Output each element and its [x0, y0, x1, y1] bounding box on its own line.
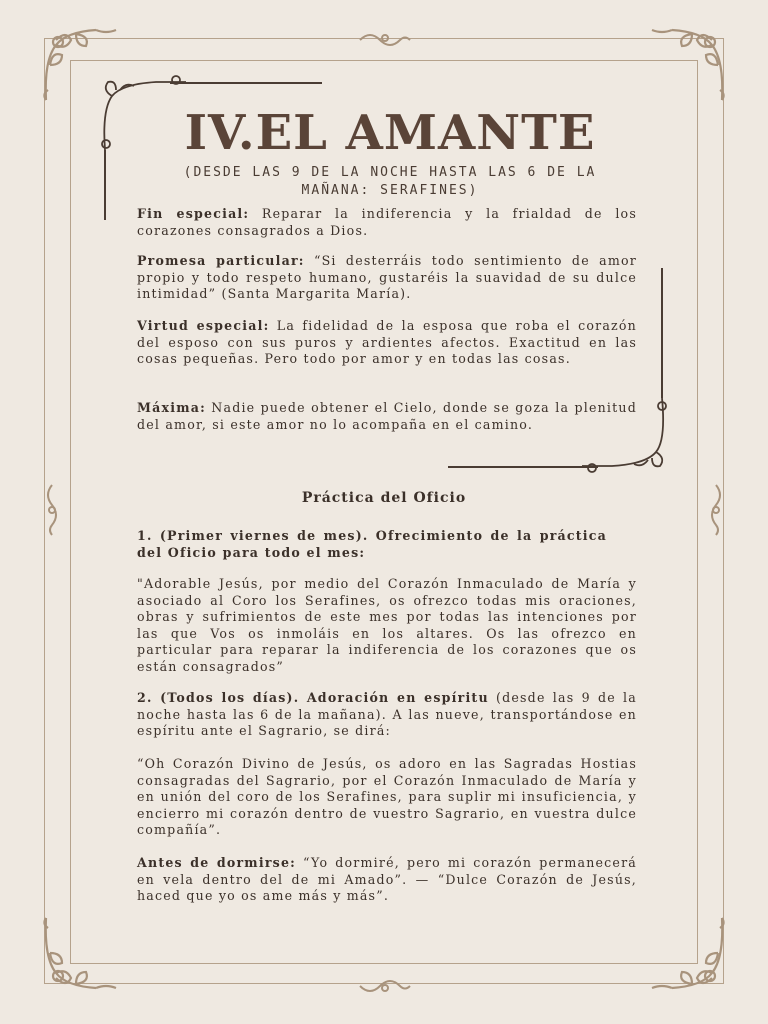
virtud-especial-label: Virtud especial: [137, 318, 270, 333]
bracket-bottom-line [448, 466, 598, 468]
item2-text: (desde las 9 de la noche hasta las 6 de la mañana). A las nueve, transportándose en espíritu ante el Sagrario, se dirá: [137, 690, 637, 738]
section-heading: Práctica del Oficio [301, 490, 467, 506]
antes-de-dormirse-text: “Yo dormiré, pero mi corazón permanecerá en vela dentro del de mi Amado”. — “Dulce Corazón de Jesús, haced que yo os ame más y más”. [137, 855, 637, 903]
virtud-especial-paragraph [137, 318, 637, 368]
promesa-particular-paragraph [137, 253, 637, 303]
corner-flourish-icon [642, 20, 732, 110]
antes-de-dormirse-label: Antes de dormirse: [137, 855, 297, 870]
page-subtitle: (DESDE LAS 9 DE LA NOCHE HASTA LAS 6 DE LA MAÑANA: SERAFINES) [183, 165, 597, 198]
fin-especial-paragraph [137, 206, 637, 239]
fin-especial-text: Reparar la indiferencia y la frialdad de los corazones consagrados a Dios. [137, 206, 637, 238]
bracket-right-line [661, 268, 663, 398]
bracket-left-line [104, 150, 106, 220]
maxima-text: Nadie puede obtener el Cielo, donde se goza la plenitud del amor, si este amor no lo acompaña en el camino. [137, 400, 637, 432]
virtud-especial-text: La fidelidad de la esposa que roba el corazón del esposo con sus puros y ardientes afectos. Exactitud en las cosas pequeñas. Pero todo por amor y en todas las cosas. [137, 318, 637, 366]
right-scroll-ornament-icon [706, 480, 726, 540]
corner-flourish-icon [642, 908, 732, 998]
corner-flourish-icon [36, 908, 126, 998]
item1-heading: 1. (Primer viernes de mes). Ofrecimiento de la práctica del Oficio para todo el mes: [137, 528, 607, 560]
bottom-scroll-ornament-icon [355, 978, 415, 998]
bracket-top-line [170, 82, 322, 84]
top-scroll-ornament-icon [355, 28, 415, 48]
fin-especial-label: Fin especial: [137, 206, 250, 221]
antes-de-dormirse-paragraph [137, 855, 637, 905]
left-scroll-ornament-icon [42, 480, 62, 540]
item1-prayer: "Adorable Jesús, por medio del Corazón Inmaculado de María y asociado al Coro los Serafines, os ofrezco todas mis oraciones, obras y sufrimientos de este mes por todas las intenciones por las que Vos os inmoláis en los altares. Os las ofrezco en particular para reparar la indiferencia de los corazones que os están consagrados” [137, 576, 637, 674]
promesa-particular-text: “Si desterráis todo sentimiento de amor propio y todo respeto humano, gustaréis la suavidad de su dulce intimidad” (Santa Margarita María). [137, 253, 637, 301]
item2-paragraph [137, 690, 637, 740]
maxima-paragraph [137, 400, 637, 433]
item2-prayer: “Oh Corazón Divino de Jesús, os adoro en las Sagradas Hostias consagradas del Sagrario, por el Corazón Inmaculado de María y en unión del coro de los Serafines, para suplir mi insuficiencia, y encierro mi corazón dentro de vuestro Sagrario, en vuestra dulce compañía”. [137, 756, 637, 837]
maxima-label: Máxima: [137, 400, 206, 415]
promesa-particular-label: Promesa particular: [137, 253, 305, 268]
page-title: IV.EL AMANTE [184, 105, 596, 161]
item2-label: 2. (Todos los días). Adoración en espíritu [137, 690, 489, 705]
